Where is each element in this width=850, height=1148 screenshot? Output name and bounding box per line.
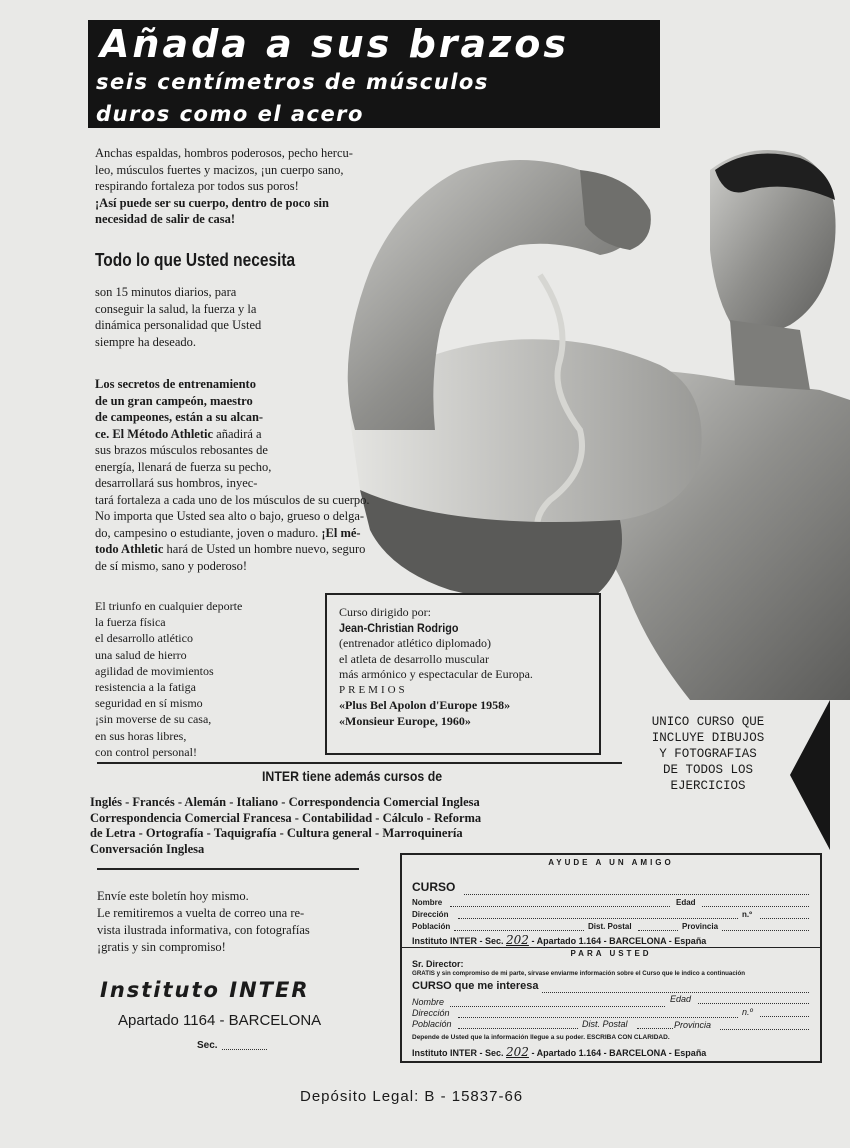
benefit-item: resistencia a la fatiga (95, 680, 196, 695)
needs-line: dinámica personalidad que Usted (95, 318, 262, 332)
coupon-postal-label: Dist. Postal (588, 922, 632, 931)
coupon-name-label: Nombre (412, 898, 443, 907)
prize-item: «Plus Bel Apolon d'Europe 1958» (339, 698, 511, 712)
number-field[interactable] (760, 1016, 809, 1017)
headline: Añada a sus brazos (100, 22, 569, 66)
unique-course-line: EJERCICIOS (670, 779, 746, 793)
secrets-bold-line: de un gran campeón, maestro (95, 393, 253, 408)
course-director-box (325, 593, 601, 755)
divider (97, 762, 622, 764)
divider (97, 868, 359, 870)
course-director-line: el atleta de desarrollo muscular (339, 651, 489, 666)
secrets-line: No importa que Usted sea alto o bajo, grueso o delga- (95, 509, 365, 523)
section-label (197, 1040, 218, 1051)
coupon-number-label: n.º (742, 1007, 753, 1017)
friend-name-field[interactable] (450, 906, 670, 907)
course-interest-field[interactable] (542, 992, 809, 993)
coupon-clarity-note: Depende de Usted que la información llegue a su poder. ESCRIBA CON CLARIDAD. (412, 1034, 670, 1041)
subheadline-1: seis centímetros de músculos (96, 70, 489, 94)
friend-postal-field[interactable] (638, 930, 678, 931)
coupon-divider (402, 947, 820, 948)
benefit-item: agilidad de movimientos (95, 663, 214, 678)
coupon-curso-label: CURSO (412, 880, 456, 894)
secrets-line: tará fortaleza a cada uno de los músculos de su cuerpo. (95, 492, 370, 507)
coupon-province-label: Provincia (674, 1020, 712, 1030)
secrets-line: de sí mismo, sano y poderoso! (95, 558, 248, 573)
town-field[interactable] (458, 1028, 578, 1029)
postal-address: Apartado 1164 - BARCELONA (118, 1012, 322, 1029)
coupon-institute-line (412, 1045, 706, 1059)
arrow-shape (790, 700, 830, 850)
courses-line: Conversación Inglesa (90, 841, 205, 856)
secrets-bold-text: todo Athletic (95, 542, 164, 556)
secrets-line: sus brazos músculos rebosantes de (95, 443, 268, 457)
coupon-friend-title: AYUDE A UN AMIGO (548, 858, 674, 867)
friend-number-field[interactable] (760, 918, 809, 919)
benefit-item: El triunfo en cualquier deporte (95, 599, 243, 613)
course-director-line: más armónico y espectacular de Europa. (339, 667, 533, 681)
legal-deposit: Depósito Legal: B - 15837-66 (300, 1088, 524, 1105)
coupon-course-interest-label: CURSO que me interesa (412, 980, 539, 992)
benefit-item: con control personal! (95, 744, 197, 759)
intro-bold-line: necesidad de salir de casa! (95, 212, 236, 226)
coupon-age-label: Edad (676, 898, 696, 907)
coupon-province-label: Provincia (682, 922, 719, 931)
secrets-text: do, campesino o estudiante, joven o maduro. (95, 525, 322, 540)
coupon-number-label: n.º (742, 910, 753, 919)
coupon-age-label: Edad (670, 994, 692, 1004)
benefit-item: la fuerza física (95, 615, 166, 630)
friend-age-field[interactable] (702, 906, 809, 907)
benefit-item: en sus horas libres, (95, 728, 187, 743)
province-field[interactable] (720, 1029, 809, 1030)
friend-town-field[interactable] (454, 930, 584, 931)
other-courses-list (90, 795, 610, 857)
courses-line: de Letra - Ortografía - Taquigrafía - Cultura general - Marroquinería (90, 826, 463, 840)
secrets-text: hará de Usted un hombre nuevo, seguro (163, 542, 366, 556)
intro-paragraph (95, 145, 425, 228)
secrets-mixed-line (95, 426, 435, 443)
needs-paragraph (95, 284, 315, 350)
age-field[interactable] (698, 1003, 809, 1004)
intro-line: Anchas espaldas, hombros poderosos, pecho hercu- (95, 146, 353, 160)
subheadline-2: duros como el acero (96, 102, 364, 126)
secrets-bold-text: ¡El mé- (321, 525, 361, 540)
secrets-line: desarrollará sus hombros, inyec- (95, 476, 258, 490)
send-line: ¡gratis y sin compromiso! (97, 940, 226, 954)
secrets-line (95, 541, 435, 558)
coupon-institute-text: Instituto INTER - Sec. (412, 1048, 504, 1058)
coupon-request-text: GRATIS y sin compromiso de mi parte, sírvase enviarme información sobre el Curso que le indico a continuación (412, 970, 746, 977)
benefit-item: ¡sin moverse de su casa, (95, 712, 212, 727)
coupon-town-label: Población (412, 1019, 452, 1029)
unique-course-note (618, 714, 798, 794)
course-director-line: (entrenador atlético diplomado) (339, 636, 491, 650)
intro-line: leo, músculos fuertes y macizos, ¡un cuerpo sano, (95, 162, 344, 177)
benefit-item: una salud de hierro (95, 647, 187, 662)
section-title: Todo lo que Usted necesita (95, 250, 296, 270)
needs-line: son 15 minutos diarios, para (95, 285, 237, 299)
secrets-bold-line: de campeones, están a su alcan- (95, 410, 264, 424)
coupon-sec-value: 202 (506, 1045, 529, 1059)
method-name: ce. El Método Athletic (95, 426, 214, 441)
postal-field[interactable] (637, 1028, 673, 1029)
benefit-item: seguridad en sí mismo (95, 696, 203, 711)
coupon-institute-text: - Apartado 1.164 - BARCELONA - España (531, 936, 707, 946)
name-field[interactable] (450, 1006, 665, 1007)
inter-courses-title: INTER tiene además cursos de (262, 768, 443, 784)
courses-line: Correspondencia Comercial Francesa - Contabilidad - Cálculo - Reforma (90, 810, 482, 825)
unique-course-line: Y FOTOGRAFIAS (659, 747, 757, 761)
secrets-line (95, 525, 435, 542)
sec-label-text: Sec. (197, 1040, 218, 1051)
needs-line: siempre ha deseado. (95, 334, 197, 349)
secrets-bold-line: Los secretos de entrenamiento (95, 377, 256, 391)
benefit-item: el desarrollo atlético (95, 631, 193, 646)
coupon-sec-value: 202 (506, 933, 529, 947)
send-line: Le remitiremos a vuelta de correo una re- (97, 906, 305, 920)
secrets-paragraph (95, 376, 435, 574)
friend-province-field[interactable] (722, 930, 809, 931)
coupon-institute-text: - Apartado 1.164 - BARCELONA - España (531, 1048, 707, 1058)
send-line: Envíe este boletín hoy mismo. (97, 889, 249, 903)
prizes-heading: PREMIOS (339, 683, 408, 696)
coupon-you-title: PARA USTED (570, 949, 652, 958)
friend-address-field[interactable] (458, 918, 738, 919)
prize-item: «Monsieur Europe, 1960» (339, 713, 471, 728)
unique-course-line: UNICO CURSO QUE (651, 715, 765, 729)
coupon-institute-text: Instituto INTER - Sec. (412, 936, 504, 946)
sec-blank[interactable] (222, 1049, 267, 1050)
address-field[interactable] (458, 1017, 738, 1018)
send-line: vista ilustrada informativa, con fotografías (97, 923, 310, 937)
secrets-text: añadirá a (213, 426, 262, 441)
coupon-director-label: Sr. Director: (412, 959, 464, 969)
send-paragraph (97, 888, 367, 956)
coupon-address-label: Dirección (412, 910, 449, 919)
order-coupon (400, 853, 822, 1063)
course-director-name: Jean-Christian Rodrigo (339, 620, 459, 635)
courses-line: Inglés - Francés - Alemán - Italiano - Correspondencia Comercial Inglesa (90, 795, 480, 809)
unique-course-line: INCLUYE DIBUJOS (651, 731, 765, 745)
unique-course-line: DE TODOS LOS (662, 763, 753, 777)
institute-name: Instituto INTER (100, 978, 310, 1002)
intro-line: respirando fortaleza por todos sus poros! (95, 179, 299, 193)
coupon-name-label: Nombre (412, 997, 445, 1007)
friend-course-field[interactable] (464, 894, 809, 895)
benefits-list (95, 598, 315, 760)
needs-line: conseguir la salud, la fuerza y la (95, 301, 257, 316)
coupon-town-label: Población (412, 922, 451, 931)
intro-bold-line: ¡Así puede ser su cuerpo, dentro de poco sin (95, 195, 329, 210)
course-director-label: Curso dirigido por: (339, 605, 431, 619)
coupon-postal-label: Dist. Postal (582, 1019, 628, 1029)
secrets-line: energía, llenará de fuerza su pecho, (95, 459, 272, 474)
coupon-institute-line (412, 933, 706, 947)
coupon-address-label: Dirección (412, 1008, 450, 1018)
